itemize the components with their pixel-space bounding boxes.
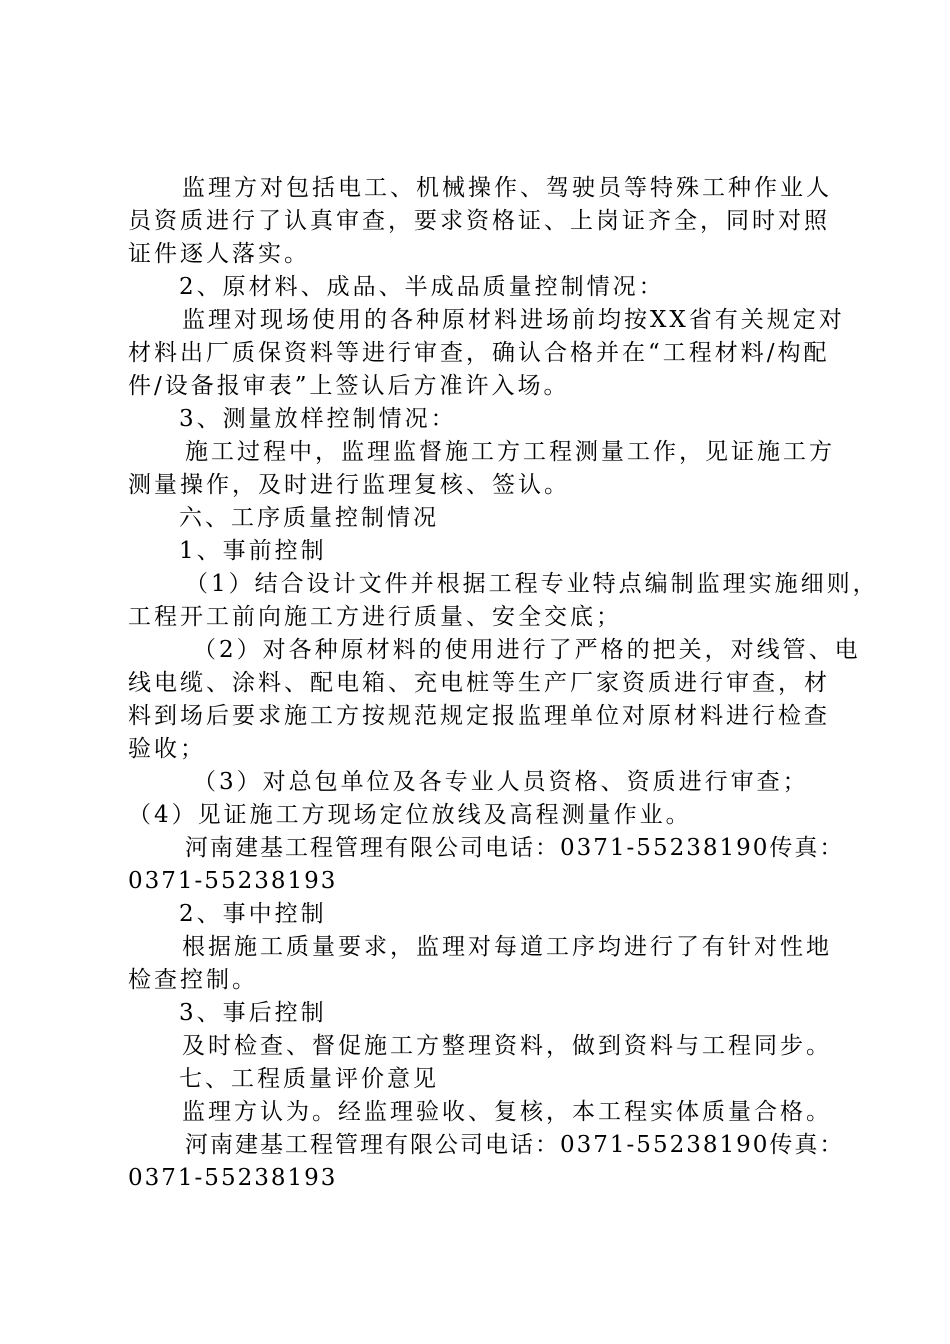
section-heading: 3、测量放样控制情况：	[179, 406, 457, 432]
contact-line: 0371-55238193	[128, 1165, 338, 1191]
section-heading: 2、原材料、成品、半成品质量控制情况：	[179, 274, 665, 300]
paragraph-line: 监理对现场使用的各种原材料进场前均按XX省有关规定对	[182, 307, 845, 333]
section-heading: 3、事后控制	[179, 1000, 327, 1026]
paragraph-line: （4）见证施工方现场定位放线及高程测量作业。	[128, 802, 692, 828]
paragraph-line: 材料出厂质保资料等进行审查，确认合格并在“工程材料/构配	[128, 340, 830, 366]
section-heading: 七、工程质量评价意见	[179, 1066, 439, 1092]
paragraph-line: 证件逐人落实。	[128, 241, 310, 267]
paragraph-line: 工程开工前向施工方进行质量、安全交底；	[128, 604, 622, 630]
contact-line: 河南建基工程管理有限公司电话：0371-55238190传真：	[185, 835, 845, 861]
paragraph-line: 验收；	[128, 736, 206, 762]
paragraph-line: （3）对总包单位及各专业人员资格、资质进行审查；	[193, 769, 809, 795]
section-heading: 六、工序质量控制情况	[179, 505, 439, 531]
section-heading: 1、事前控制	[179, 538, 327, 564]
paragraph-line: 检查控制。	[128, 967, 258, 993]
paragraph-line: 员资质进行了认真审查，要求资格证、上岗证齐全，同时对照	[128, 208, 830, 234]
paragraph-line: 线电缆、涂料、配电箱、充电桩等生产厂家资质进行审查，材	[128, 670, 830, 696]
paragraph-line: 施工过程中，监理监督施工方工程测量工作，见证施工方	[185, 439, 835, 465]
paragraph-line: 根据施工质量要求，监理对每道工序均进行了有针对性地	[182, 934, 832, 960]
paragraph-line: 测量操作，及时进行监理复核、签认。	[128, 472, 570, 498]
paragraph-line: 件/设备报审表”上签认后方准许入场。	[128, 373, 570, 399]
paragraph-line: 监理方认为。经监理验收、复核，本工程实体质量合格。	[182, 1099, 832, 1125]
contact-line: 河南建基工程管理有限公司电话：0371-55238190传真：	[185, 1132, 845, 1158]
paragraph-line: （1）结合设计文件并根据工程专业特点编制监理实施细则，	[185, 571, 879, 597]
paragraph-line: 及时检查、督促施工方整理资料，做到资料与工程同步。	[182, 1033, 832, 1059]
paragraph-line: 监理方对包括电工、机械操作、驾驶员等特殊工种作业人	[182, 175, 832, 201]
document-body	[128, 172, 879, 1195]
section-heading: 2、事中控制	[179, 901, 327, 927]
paragraph-line: 料到场后要求施工方按规范规定报监理单位对原材料进行检查	[128, 703, 830, 729]
contact-line: 0371-55238193	[128, 868, 338, 894]
paragraph-line: （2）对各种原材料的使用进行了严格的把关，对线管、电	[193, 637, 861, 663]
